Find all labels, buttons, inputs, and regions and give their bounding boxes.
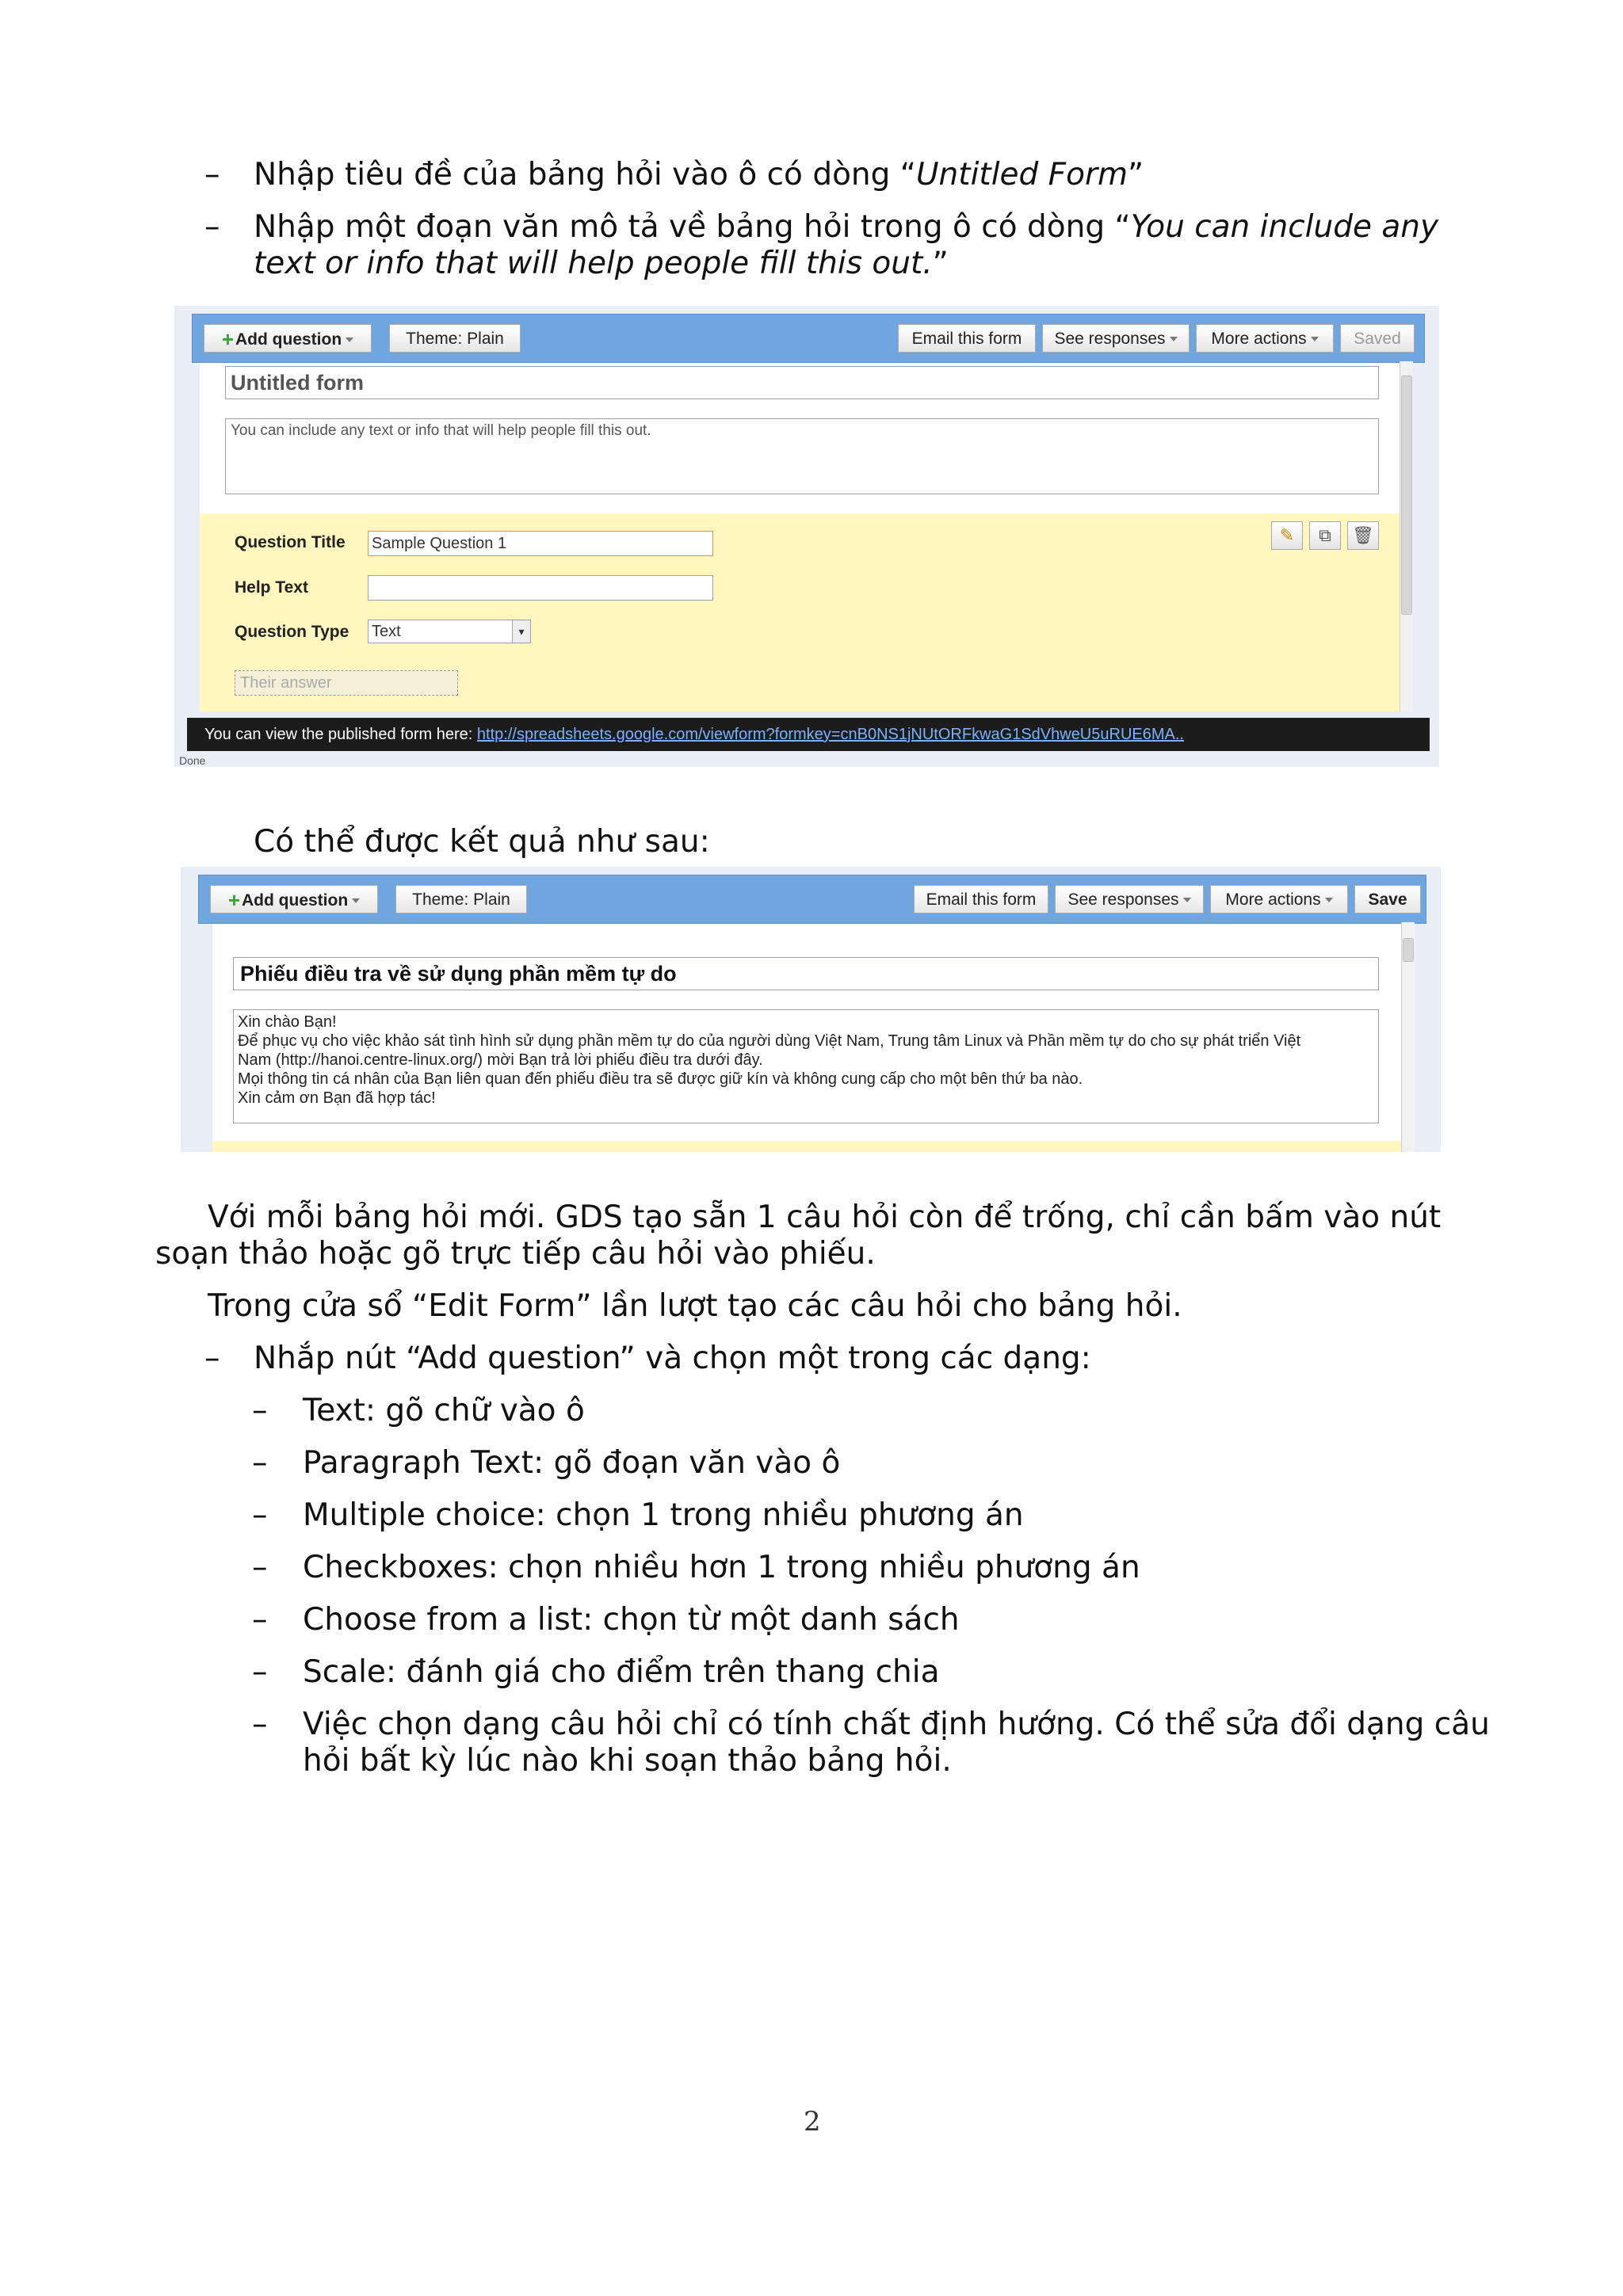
save-button[interactable]: Save <box>1354 885 1421 913</box>
paragraph-1-line2: soạn thảo hoặc gõ trực tiếp câu hỏi vào phiếu. <box>155 1236 876 1272</box>
see-responses-button[interactable]: See responses <box>1042 324 1190 353</box>
help-text-label: Help Text <box>235 578 308 597</box>
question-title-label: Question Title <box>235 533 346 551</box>
email-form-button[interactable]: Email this form <box>898 324 1036 353</box>
email-form-button[interactable]: Email this form <box>914 885 1048 913</box>
sub-bullet: Choose from a list: chọn từ một danh sách <box>303 1602 960 1638</box>
bullet-dash: – <box>204 157 220 193</box>
page-number: 2 <box>804 2106 821 2138</box>
saved-button: Saved <box>1340 324 1415 353</box>
intro-bullet-2-line1: Nhập một đoạn văn mô tả về bảng hỏi trong ô có dòng “You can include any <box>254 209 1439 245</box>
scrollbar[interactable] <box>1401 922 1415 1152</box>
scrollbar[interactable] <box>1400 361 1413 711</box>
screenshot-filled-form <box>181 867 1441 1152</box>
bullet-dash: – <box>252 1654 268 1690</box>
status-text: Done <box>179 754 206 767</box>
plus-icon: + <box>227 888 241 912</box>
last-bullet-line2: hỏi bất kỳ lúc nào khi soạn thảo bảng hỏi. <box>303 1743 952 1779</box>
question-title-input[interactable]: Sample Question 1 <box>368 531 713 556</box>
chevron-down-icon <box>1311 337 1319 341</box>
question-type-select[interactable]: Text ▾ <box>368 620 531 643</box>
toolbar <box>198 875 1426 924</box>
add-question-button[interactable]: +Add question <box>204 324 372 353</box>
scrollbar-thumb[interactable] <box>1401 376 1412 615</box>
chevron-down-icon <box>346 338 353 342</box>
form-title-field[interactable]: Phiếu điều tra về sử dụng phần mềm tự do <box>233 957 1379 990</box>
description-line: Mọi thông tin cá nhân của Bạn liên quan đến phiếu điều tra sẽ được giữ kín và không cung cấp cho một bên thứ ba nào. <box>238 1070 1083 1088</box>
question-type-label: Question Type <box>235 623 349 641</box>
bullet-dash: – <box>204 1341 220 1376</box>
published-form-bar: You can view the published form here: http://spreadsheets.google.com/viewform?formkey=cnB0NS1jNUtORFkwaG1SdVhweU5uRUE6MA.. <box>187 718 1430 751</box>
sub-bullet: Text: gõ chữ vào ô <box>303 1393 585 1428</box>
description-line: Nam (http://hanoi.centre-linux.org/) mời Bạn trả lời phiếu điều tra dưới đây. <box>238 1051 763 1069</box>
form-description-field[interactable]: You can include any text or info that will help people fill this out. <box>225 418 1379 494</box>
add-question-bullet: Nhắp nút “Add question” và chọn một trong các dạng: <box>254 1341 1091 1376</box>
result-intro-text: Có thể được kết quả như sau: <box>254 824 710 860</box>
published-form-link[interactable]: http://spreadsheets.google.com/viewform?formkey=cnB0NS1jNUtORFkwaG1SdVhweU5uRUE6MA.. <box>476 726 1184 743</box>
see-responses-button[interactable]: See responses <box>1055 885 1204 913</box>
theme-button[interactable]: Theme: Plain <box>389 324 521 353</box>
chevron-down-icon: ▾ <box>512 620 530 643</box>
description-line: Để phục vụ cho việc khảo sát tình hình sử dụng phần mềm tự do của người dùng Việt Nam, Trung tâm Linux và Phần mềm tự do cho sự phát triển Việt <box>238 1032 1301 1050</box>
toolbar <box>192 314 1425 363</box>
sub-bullet: Checkboxes: chọn nhiều hơn 1 trong nhiều phương án <box>303 1550 1140 1585</box>
paragraph-1-line1: Với mỗi bảng hỏi mới. GDS tạo sẵn 1 câu hỏi còn để trống, chỉ cần bấm vào nút <box>208 1199 1442 1235</box>
bullet-dash: – <box>252 1707 268 1742</box>
sub-bullet: Paragraph Text: gõ đoạn văn vào ô <box>303 1445 841 1481</box>
plus-icon: + <box>221 327 235 351</box>
screenshot-edit-form <box>174 306 1439 767</box>
chevron-down-icon <box>1170 337 1178 341</box>
add-question-button[interactable]: +Add question <box>210 885 378 913</box>
description-line: Xin chào Bạn! <box>238 1013 337 1031</box>
chevron-down-icon <box>352 898 360 903</box>
more-actions-button[interactable]: More actions <box>1196 324 1334 353</box>
scrollbar-thumb[interactable] <box>1403 938 1414 962</box>
paragraph-2: Trong cửa sổ “Edit Form” lần lượt tạo các câu hỏi cho bảng hỏi. <box>208 1288 1182 1324</box>
help-text-input[interactable] <box>368 575 713 601</box>
duplicate-icon[interactable]: ⧉ <box>1309 521 1341 550</box>
theme-button[interactable]: Theme: Plain <box>395 885 527 913</box>
more-actions-button[interactable]: More actions <box>1210 885 1348 913</box>
last-bullet-line1: Việc chọn dạng câu hỏi chỉ có tính chất định hướng. Có thể sửa đổi dạng câu <box>303 1707 1490 1742</box>
chevron-down-icon <box>1183 898 1191 902</box>
question-editor-edge <box>212 1141 1414 1152</box>
description-line: Xin cảm ơn Bạn đã hợp tác! <box>238 1089 436 1107</box>
bullet-dash: – <box>252 1393 268 1428</box>
intro-bullet-2-line2: text or info that will help people fill this out.” <box>254 246 949 281</box>
sub-bullet: Scale: đánh giá cho điểm trên thang chia <box>303 1654 940 1690</box>
intro-bullet-1: Nhập tiêu đề của bảng hỏi vào ô có dòng “Untitled Form” <box>254 157 1144 193</box>
bullet-dash: – <box>252 1445 268 1481</box>
bullet-dash: – <box>252 1602 268 1638</box>
edit-pencil-icon[interactable]: ✎ <box>1271 521 1303 550</box>
sub-bullet: Multiple choice: chọn 1 trong nhiều phương án <box>303 1497 1024 1533</box>
bullet-dash: – <box>252 1550 268 1585</box>
form-title-field[interactable]: Untitled form <box>225 366 1379 399</box>
delete-icon[interactable]: 🗑 <box>1347 521 1379 550</box>
bullet-dash: – <box>204 209 220 245</box>
answer-preview-field: Their answer <box>235 670 458 696</box>
bullet-dash: – <box>252 1497 268 1533</box>
chevron-down-icon <box>1325 898 1333 902</box>
